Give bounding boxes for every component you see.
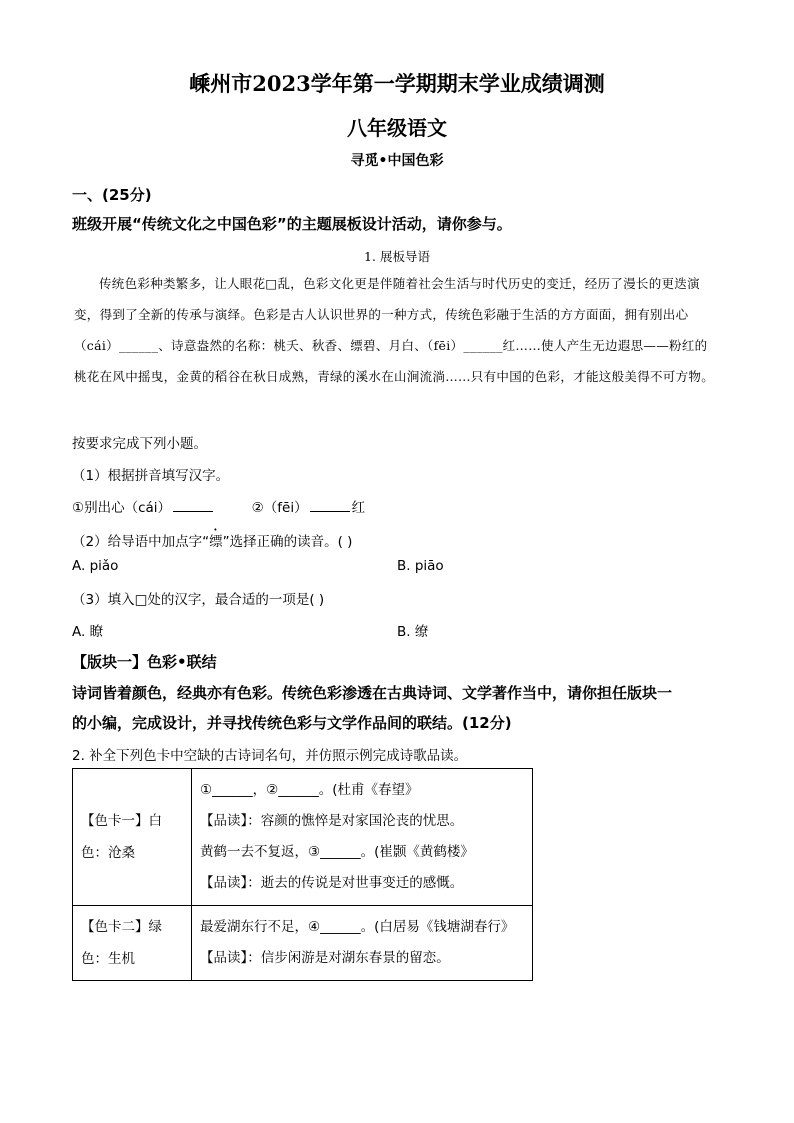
q3-option-a[interactable]: A. 瞭 — [72, 624, 104, 640]
doc-theme: 寻觅•中国色彩 — [350, 153, 444, 169]
card-line: 【品读】：逝去的传说是对世事变迁的感慨。 — [200, 875, 464, 891]
q2-option-a[interactable]: A. piǎo — [72, 558, 119, 574]
block1-heading: 【版块一】色彩•联结 — [72, 653, 217, 671]
section1-heading: 一、(25分) — [72, 186, 152, 204]
q1-stem: （1）根据拼音填写汉字。 — [72, 468, 230, 484]
q1-item2-label: ②（fēi） — [251, 500, 308, 516]
table-row — [73, 906, 533, 981]
q3-option-b[interactable]: B. 缭 — [397, 624, 429, 640]
q1-blank-2[interactable] — [310, 499, 350, 512]
q1-item1-label: ①别出心（cái） — [72, 500, 172, 516]
q1-blank-1[interactable] — [173, 499, 213, 512]
doc-title: 嵊州市2023学年第一学期期末学业成绩调测 — [189, 71, 605, 96]
q2-option-b[interactable]: B. piāo — [397, 558, 444, 574]
card-label: 【色卡一】白色：沧桑 — [73, 769, 192, 906]
card-line: 【品读】：容颜的憔悴是对家国沦丧的忧思。 — [200, 813, 464, 829]
card-line[interactable]: 最爱湖东行不足，④______。(白居易《钱塘湖春行》 — [200, 919, 515, 935]
doc-subject: 八年级语文 — [347, 116, 447, 140]
color-card-table — [72, 768, 533, 981]
q3-stem: （3）填入□处的汉字，最合适的一项是( ) — [72, 592, 325, 608]
card-line: 【品读】：信步闲游是对湖东春景的留恋。 — [200, 950, 450, 966]
q1-items — [72, 496, 365, 516]
dotted-char: 缥 — [209, 534, 223, 550]
card-line[interactable]: 黄鹤一去不复返，③______。(崔颢《黄鹤楼》 — [200, 844, 474, 860]
q1-item2-suffix: 红 — [351, 500, 366, 516]
instruction: 按要求完成下列小题。 — [72, 436, 207, 452]
guide-title: 1. 展板导语 — [364, 249, 430, 264]
card-line[interactable]: ①______，②______。(杜甫《春望》 — [200, 782, 419, 798]
card-label: 【色卡二】绿色：生机 — [73, 906, 192, 981]
guide-text: 传统色彩种类繁多，让人眼花□乱，色彩文化更是伴随着社会生活与时代历史的变迁，经历了漫长的更迭演变，得到了全新的传承与演绎。色彩是古人认识世界的一种方式，传统色彩融于生活的方方面面，拥有别出心（cái）______、诗意盎然的名称：桃夭、秋香、缥碧、月白、（fēi）______红……使人产生无边遐思——粉红的桃花在风中摇曳，金黄的稻谷在秋日成熟，青绿的溪水在山涧流淌……只有中国的色彩，才能这般美得不可方物。 — [74, 276, 715, 384]
section1-intro: 班级开展“传统文化之中国色彩”的主题展板设计活动，请你参与。 — [72, 215, 512, 233]
block1-intro-1: 诗词皆着颜色，经典亦有色彩。传统色彩渗透在古典诗词、文学著作当中，请你担任版块一 — [72, 684, 673, 702]
card-content — [192, 906, 533, 981]
block1-q2-stem: 2. 补全下列色卡中空缺的古诗词名句，并仿照示例完成诗歌品读。 — [72, 748, 468, 764]
q2-stem: （2）给导语中加点字“缥”选择正确的读音。( ) — [72, 534, 353, 550]
block1-intro-2: 的小编，完成设计，并寻找传统色彩与文学作品间的联结。(12分) — [72, 714, 512, 732]
guide-paragraph — [74, 268, 716, 392]
table-row — [73, 769, 533, 906]
card-content — [192, 769, 533, 906]
